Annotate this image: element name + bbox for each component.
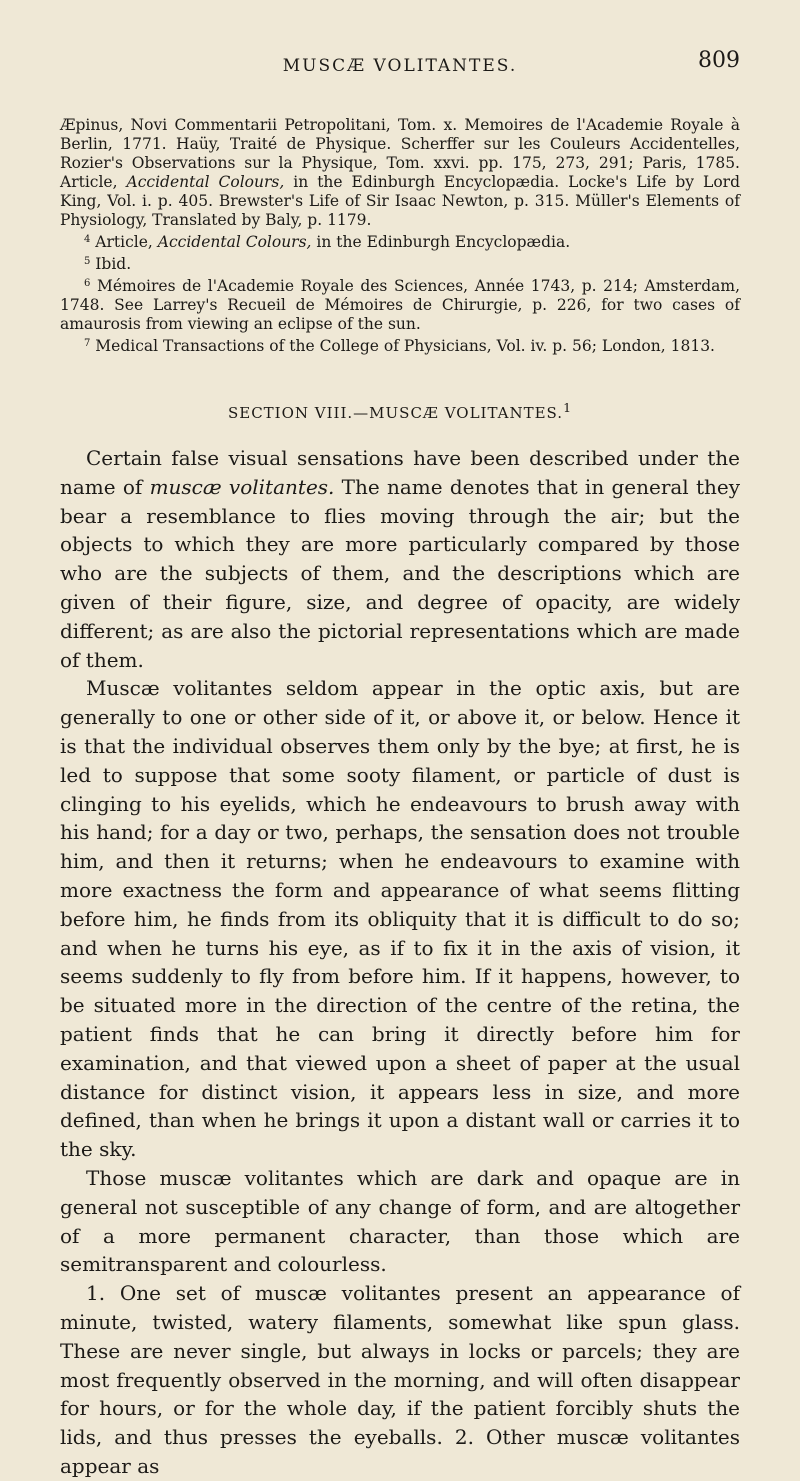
paragraph-3: Those muscæ volitantes which are dark and opaque are in general not susceptible of any change of form, and are altogether of a more permanent character, than those which are semitransparent and colourless.	[60, 1165, 740, 1277]
running-title: MUSCÆ VOLITANTES.	[282, 56, 518, 76]
paragraph-1-text: Certain false visual sensations have been described under the name of	[60, 446, 740, 499]
running-head	[60, 36, 740, 76]
footnote-4-text: Article,	[90, 233, 158, 251]
footnote-7	[60, 334, 740, 356]
footnote-6	[60, 274, 740, 334]
footnote-4-text-end: in the Edinburgh Encyclopædia.	[311, 233, 571, 251]
footnote-4-italic: Accidental Colours,	[157, 233, 312, 251]
body-text	[60, 444, 740, 1481]
footnote-4-marker: 4	[84, 234, 91, 245]
footnote-continuation-italic: Accidental Colours,	[126, 173, 285, 191]
footnote-6-marker: 6	[84, 278, 91, 289]
page-number: 809	[698, 48, 740, 73]
footnote-6-text: Mémoires de l'Academie Royale des Sciences, Année 1743, p. 214; Amsterdam, 1748. See Larrey's Recueil de Mémoires de Chirurgie, p. 226, for two cases of amaurosis from viewing an eclipse of the sun.	[60, 277, 740, 333]
paragraph-1-italic: muscæ volitantes.	[149, 474, 335, 499]
footnote-5-marker: 5	[84, 256, 91, 267]
footnote-5-text: Ibid.	[90, 255, 132, 273]
footnote-continuation-text: Æpinus, Novi Commentarii Petropolitani, Tom. x. Memoires de l'Academie Royale à Berlin, 1771. Haüy, Traité de Physique. Scherffer sur les Couleurs Accidentelles, Rozier's Observations sur la Physique, Tom. xxvi. pp. 175, 273, 291; Paris, 1785. Article,	[60, 116, 740, 191]
paragraph-1-text-end: The name denotes that in general they bear a resemblance to flies moving through the air; but the objects to which they are more particularly compared by those who are the subjects of them, and the descriptions which are given of their figure, size, and degree of opacity, are widely different; as are also the pictorial representations which are made of them.	[60, 474, 741, 672]
section-heading	[60, 400, 740, 422]
section-heading-marker: 1	[563, 400, 573, 415]
footnote-5	[60, 252, 740, 274]
paragraph-1	[60, 444, 740, 674]
footnote-continuation	[60, 116, 740, 230]
paragraph-2: Muscæ volitantes seldom appear in the optic axis, but are generally to one or other side of it, or above it, or below. Hence it is that the individual observes them only by the bye; at first, he is led to suppose that some sooty filament, or particle of dust is clinging to his eyelids, which he endeavours to brush away with his hand; for a day or two, perhaps, the sensation does not trouble him, and then it returns; when he endeavours to examine with more exactness the form and appearance of what seems flitting before him, he finds from its obliquity that it is difficult to do so; and when he turns his eye, as if to fix it in the axis of vision, it seems suddenly to fly from before him. If it happens, however, to be situated more in the direction of the centre of the retina, the patient finds that he can bring it directly before him for examination, and that viewed upon a sheet of paper at the usual distance for distinct vision, it appears less in size, and more defined, than when he brings it upon a distant wall or carries it to the sky.	[60, 676, 740, 1162]
footnote-7-marker: 7	[84, 338, 91, 349]
section-heading-text: SECTION VIII.—MUSCÆ VOLITANTES.	[227, 404, 564, 422]
footnote-continuation-text-end: in the Edinburgh Encyclopædia. Locke's Life by Lord King, Vol. i. p. 405. Brewster's Life of Sir Isaac Newton, p. 315. Müller's Elements of Physiology, Translated by Baly, p. 1179.	[60, 173, 740, 229]
footnote-4	[60, 230, 740, 252]
footnotes	[60, 116, 740, 356]
paragraph-4: 1. One set of muscæ volitantes present an appearance of minute, twisted, watery filaments, somewhat like spun glass. These are never single, but always in locks or parcels; they are most frequently observed in the morning, and will often disappear for hours, or for the whole day, if the patient forcibly shuts the lids, and thus presses the eyeballs. 2. Other muscæ volitantes appear as	[60, 1281, 740, 1478]
footnote-7-text: Medical Transactions of the College of Physicians, Vol. iv. p. 56; London, 1813.	[90, 337, 715, 355]
